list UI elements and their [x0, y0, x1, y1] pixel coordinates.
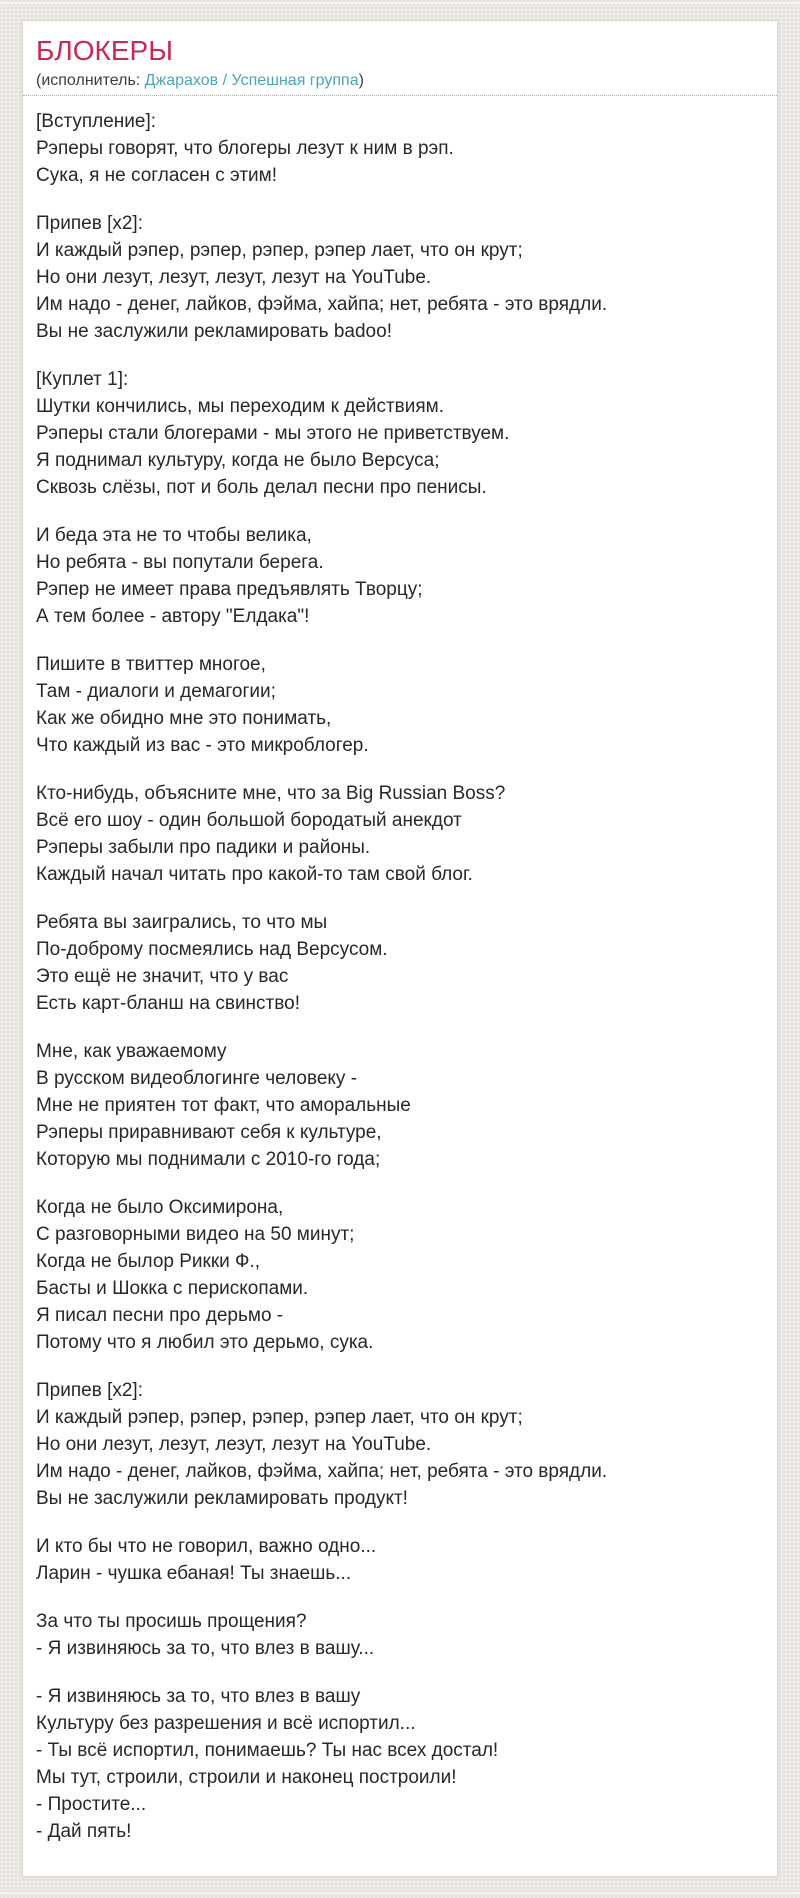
song-header — [23, 21, 777, 96]
lyrics-stanza: За что ты просишь прощения? - Я извиняюсь за то, что влез в вашу... — [36, 1611, 375, 1659]
lyrics-stanza: Припев [x2]: И каждый рэпер, рэпер, рэпер, рэпер лает, что он крут; Но они лезут, лезут, лезут, лезут на YouTube. Им надо - денег, лайков, фэйма, хайпа; нет, ребята - это врядли. Вы не заслужили рекламировать продукт! — [36, 1380, 608, 1509]
lyrics-stanza: И беда эта не то чтобы велика, Но ребята - вы попутали берега. Рэпер не имеет права предъявлять Творцу; А тем более - автору "Елдака"! — [36, 525, 423, 627]
background-bottom-dotted-line — [0, 1892, 800, 1894]
lyrics-stanza: Мне, как уважаемому В русском видеоблогинге человеку - Мне не приятен тот факт, что аморальные Рэперы приравнивают себя к культуре, Которую мы поднимали с 2010-го года; — [36, 1041, 411, 1170]
artist-label-suffix: ) — [358, 72, 364, 89]
lyrics-stanza: [Куплет 1]: Шутки кончились, мы переходим к действиям. Рэперы стали блогерами - мы этого не приветствуем. Я поднимал культуру, когда не было Версуса; Сквозь слёзы, пот и боль делал песни про пенисы. — [36, 369, 510, 498]
artist-label-prefix: (исполнитель: — [36, 72, 145, 89]
lyrics-stanza: Кто-нибудь, объясните мне, что за Big Russian Boss? Всё его шоу - один большой бородатый анекдот Рэперы забыли про падики и районы. Каждый начал читать про какой-то там свой блог. — [36, 783, 506, 885]
artist-separator: / — [218, 72, 232, 89]
song-title: БЛОКЕРЫ — [36, 35, 173, 66]
artist-link-dzharahov[interactable]: Джарахов — [144, 72, 219, 89]
artist-link-uspeshnaya-gruppa[interactable]: Успешная группа — [231, 72, 359, 89]
artist-line — [36, 71, 763, 91]
background-top-dotted-line — [0, 2, 800, 4]
lyrics-stanza: Припев [x2]: И каждый рэпер, рэпер, рэпер, рэпер лает, что он крут; Но они лезут, лезут, лезут, лезут на YouTube. Им надо - денег, лайков, фэйма, хайпа; нет, ребята - это врядли. Вы не заслужили рекламировать badoo! — [36, 213, 608, 342]
lyrics-stanza: Ребята вы заигрались, то что мы По-доброму посмеялись над Версусом. Это ещё не значит, что у вас Есть карт-бланш на свинство! — [36, 912, 388, 1014]
lyrics-text — [23, 96, 777, 1845]
lyrics-stanza: - Я извиняюсь за то, что влез в вашу Культуру без разрешения и всё испортил... - Ты всё испортил, понимаешь? Ты нас всех достал! Мы тут, строили, строили и наконец построили! - Простите... - Дай пять! — [36, 1686, 499, 1842]
lyrics-stanza: Когда не было Оксимирона, С разговорными видео на 50 минут; Когда не былор Рикки Ф., Басты и Шокка с перископами. Я писал песни про дерьмо - Потому что я любил это дерьмо, сука. — [36, 1197, 374, 1353]
lyrics-stanza: Пишите в твиттер многое, Там - диалоги и демагогии; Как же обидно мне это понимать, Что каждый из вас - это микроблогер. — [36, 654, 369, 756]
lyrics-stanza: [Вступление]: Рэперы говорят, что блогеры лезут к ним в рэп. Сука, я не согласен с этим! — [36, 111, 454, 186]
lyrics-card — [22, 20, 778, 1877]
lyrics-stanza: И кто бы что не говорил, важно одно... Ларин - чушка ебаная! Ты знаешь... — [36, 1536, 377, 1584]
